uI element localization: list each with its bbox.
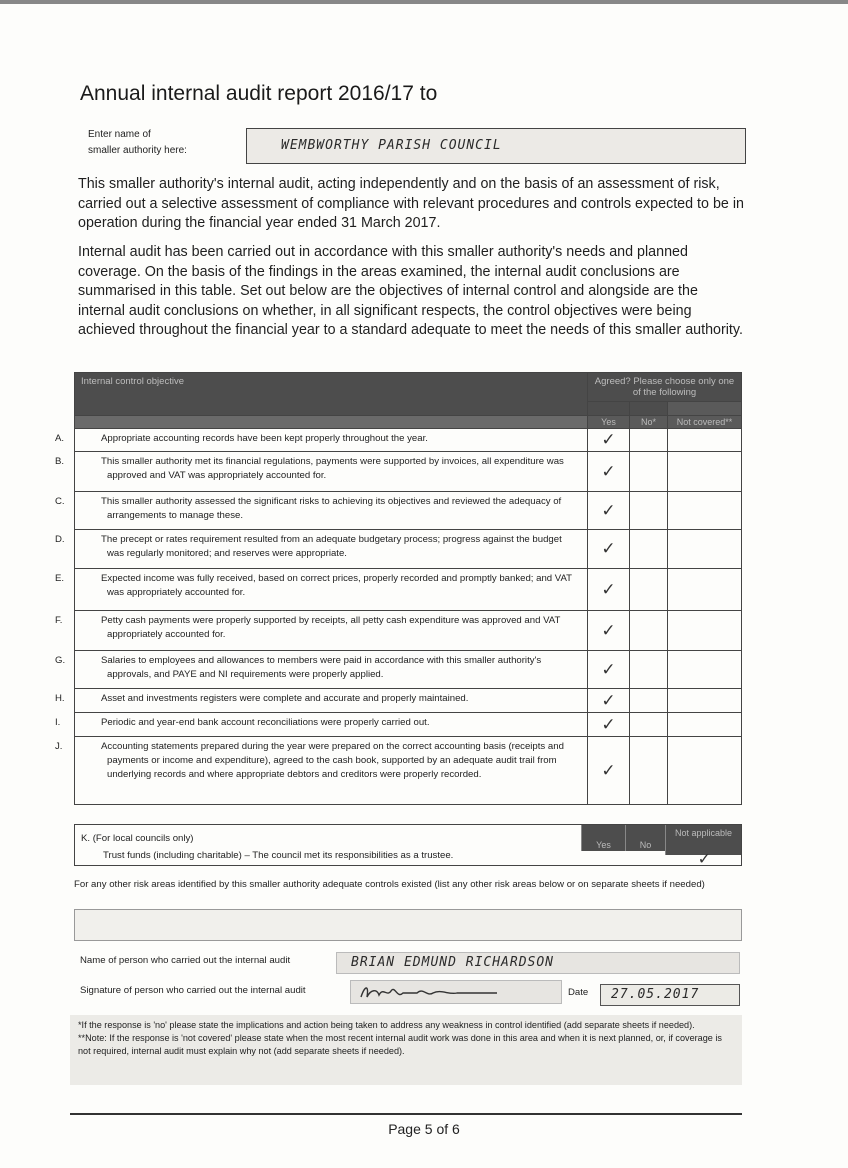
date-value: 27.05.2017 xyxy=(611,987,700,1002)
signature-scribble xyxy=(357,983,517,1003)
table-row xyxy=(75,452,742,492)
page-number: Page 5 of 6 xyxy=(388,1121,460,1137)
table-row xyxy=(75,492,742,530)
yes-checkbox[interactable]: ✓ xyxy=(588,737,630,805)
row-text: Expected income was fully received, based on correct prices, properly recorded and promptly banked; and VAT was appropriately accounted for. xyxy=(101,573,572,598)
table-row xyxy=(75,530,742,569)
no-checkbox[interactable] xyxy=(630,611,668,651)
yes-checkbox[interactable]: ✓ xyxy=(588,492,630,530)
other-risks-text: For any other risk areas identified by this smaller authority adequate controls existed (list any other risk areas below or on separate sheets if needed) xyxy=(74,879,705,890)
yes-checkbox[interactable]: ✓ xyxy=(588,611,630,651)
row-text: This smaller authority met its financial regulations, payments were supported by invoices, all expenditure was approved and VAT was appropriately accounted for. xyxy=(101,456,564,481)
not-covered-checkbox[interactable] xyxy=(668,452,742,492)
not-covered-checkbox[interactable] xyxy=(668,492,742,530)
note-no: *If the response is 'no' please state the implications and action being taken to address any weakness in control identified (add separate sheets if needed). xyxy=(78,1020,695,1030)
k-header-yes: Yes xyxy=(581,825,625,851)
notes-box xyxy=(70,1015,742,1085)
authority-name-value: WEMBWORTHY PARISH COUNCIL xyxy=(281,138,502,153)
no-checkbox[interactable] xyxy=(630,429,668,452)
table-row xyxy=(75,429,742,452)
yes-checkbox[interactable]: ✓ xyxy=(588,530,630,569)
table-row xyxy=(75,611,742,651)
row-text: Appropriate accounting records have been kept properly throughout the year. xyxy=(101,433,428,444)
row-letter: A. xyxy=(55,433,65,444)
row-letter: G. xyxy=(55,655,66,666)
no-checkbox[interactable] xyxy=(630,530,668,569)
header-not-covered: Not covered** xyxy=(668,416,742,429)
yes-checkbox[interactable]: ✓ xyxy=(588,713,630,737)
other-risks-field[interactable] xyxy=(74,909,742,941)
row-text: Periodic and year-end bank account reconciliations were properly carried out. xyxy=(101,717,430,728)
authority-name-label-line1: Enter name of xyxy=(88,129,151,140)
row-letter: F. xyxy=(55,615,63,626)
row-letter: C. xyxy=(55,496,65,507)
header-objective: Internal control objective xyxy=(75,373,588,416)
yes-checkbox[interactable]: ✓ xyxy=(588,569,630,611)
not-covered-checkbox[interactable] xyxy=(668,569,742,611)
table-row xyxy=(75,737,742,805)
header-agreed: Agreed? Please choose only one of the following xyxy=(588,373,742,402)
auditor-name-value: BRIAN EDMUND RICHARDSON xyxy=(351,955,555,970)
row-text: The precept or rates requirement resulted from an adequate budgetary process; progress against the budget was regularly monitored; and reserves were appropriate. xyxy=(101,534,562,559)
no-checkbox[interactable] xyxy=(630,689,668,713)
k-header-not-applicable: Not applicable xyxy=(665,825,741,855)
scan-edge xyxy=(0,0,848,4)
not-covered-checkbox[interactable] xyxy=(668,713,742,737)
footer-divider xyxy=(70,1113,742,1115)
date-field[interactable] xyxy=(600,984,740,1006)
no-checkbox[interactable] xyxy=(630,492,668,530)
row-letter: I. xyxy=(55,717,61,728)
yes-checkbox[interactable]: ✓ xyxy=(588,429,630,452)
no-checkbox[interactable] xyxy=(630,452,668,492)
control-objectives-table xyxy=(55,372,742,805)
yes-checkbox[interactable]: ✓ xyxy=(588,452,630,492)
trust-funds-options xyxy=(581,825,741,868)
row-text: This smaller authority assessed the significant risks to achieving its objectives and reviewed the adequacy of arrangements to manage these. xyxy=(101,496,562,521)
intro-paragraph: This smaller authority's internal audit, acting independently and on the basis of an assessment of risk, carried out a selective assessment of compliance with relevant procedures and controls expected to be in operation during the financial year ended 31 March 2017. xyxy=(78,176,744,232)
row-letter: D. xyxy=(55,534,65,545)
trust-funds-heading: K. (For local councils only) xyxy=(81,833,194,844)
table-row xyxy=(75,713,742,737)
row-letter: J. xyxy=(55,741,63,752)
trust-funds-text xyxy=(81,829,453,863)
row-letter: E. xyxy=(55,573,65,584)
conclusions-paragraph: Internal audit has been carried out in accordance with this smaller authority's needs and planned coverage. On the basis of the findings in the areas examined, the internal audit conclusions are summarised in this table. Set out below are the objectives of internal control and alongside are the internal audit conclusions on whether, in all significant respects, the control objectives were being achieved throughout the financial year to a standard adequate to meet the needs of this smaller authority. xyxy=(78,244,743,339)
auditor-name-field[interactable] xyxy=(336,952,740,974)
auditor-name-label: Name of person who carried out the internal audit xyxy=(80,955,291,966)
signature-field[interactable] xyxy=(350,980,562,1004)
row-letter: B. xyxy=(55,456,65,467)
no-checkbox[interactable] xyxy=(630,569,668,611)
yes-checkbox[interactable]: ✓ xyxy=(588,689,630,713)
not-covered-checkbox[interactable] xyxy=(668,651,742,689)
not-covered-checkbox[interactable] xyxy=(668,611,742,651)
authority-name-label xyxy=(88,127,238,159)
yes-checkbox[interactable]: ✓ xyxy=(588,651,630,689)
no-checkbox[interactable] xyxy=(630,651,668,689)
no-checkbox[interactable] xyxy=(630,713,668,737)
row-text: Accounting statements prepared during the year were prepared on the correct accounting basis (receipts and payments or income and expenditure), agreed to the cash book, supported by an adequate audit trail from underlying records and where appropriate debtors and creditors were properly recorded. xyxy=(101,741,564,780)
row-text: Salaries to employees and allowances to members were paid in accordance with this smaller authority's approvals, and PAYE and NI requirements were properly applied. xyxy=(101,655,542,680)
row-text: Petty cash payments were properly supported by receipts, all petty cash expenditure was approved and VAT appropriately accounted for. xyxy=(101,615,561,640)
row-text: Asset and investments registers were complete and accurate and properly maintained. xyxy=(101,693,469,704)
row-letter: H. xyxy=(55,693,65,704)
authority-name-label-line2: smaller authority here: xyxy=(88,145,187,156)
authority-name-field[interactable] xyxy=(246,128,746,164)
not-covered-checkbox[interactable] xyxy=(668,737,742,805)
note-not-covered: **Note: If the response is 'not covered' please state when the most recent internal audit work was done in this area and when it is next planned, or, if coverage is not required, internal audit must explain why not (add separate sheets if needed). xyxy=(78,1033,722,1056)
header-no: No* xyxy=(630,416,668,429)
not-covered-checkbox[interactable] xyxy=(668,689,742,713)
no-checkbox[interactable] xyxy=(630,737,668,805)
date-label: Date xyxy=(568,987,589,998)
table-row xyxy=(75,569,742,611)
header-not-covered-top xyxy=(668,402,742,416)
not-applicable-checkbox[interactable]: ✓ xyxy=(697,851,711,868)
signature-label: Signature of person who carried out the internal audit xyxy=(80,985,306,996)
trust-funds-row xyxy=(74,824,742,866)
not-covered-checkbox[interactable] xyxy=(668,429,742,452)
trust-funds-description: Trust funds (including charitable) – The council met its responsibilities as a trustee. xyxy=(103,850,454,861)
header-yes: Yes xyxy=(588,416,630,429)
k-header-no: No xyxy=(625,825,665,851)
not-covered-checkbox[interactable] xyxy=(668,530,742,569)
page-title: Annual internal audit report 2016/17 to xyxy=(80,82,438,105)
table-row xyxy=(75,689,742,713)
table-row xyxy=(75,651,742,689)
